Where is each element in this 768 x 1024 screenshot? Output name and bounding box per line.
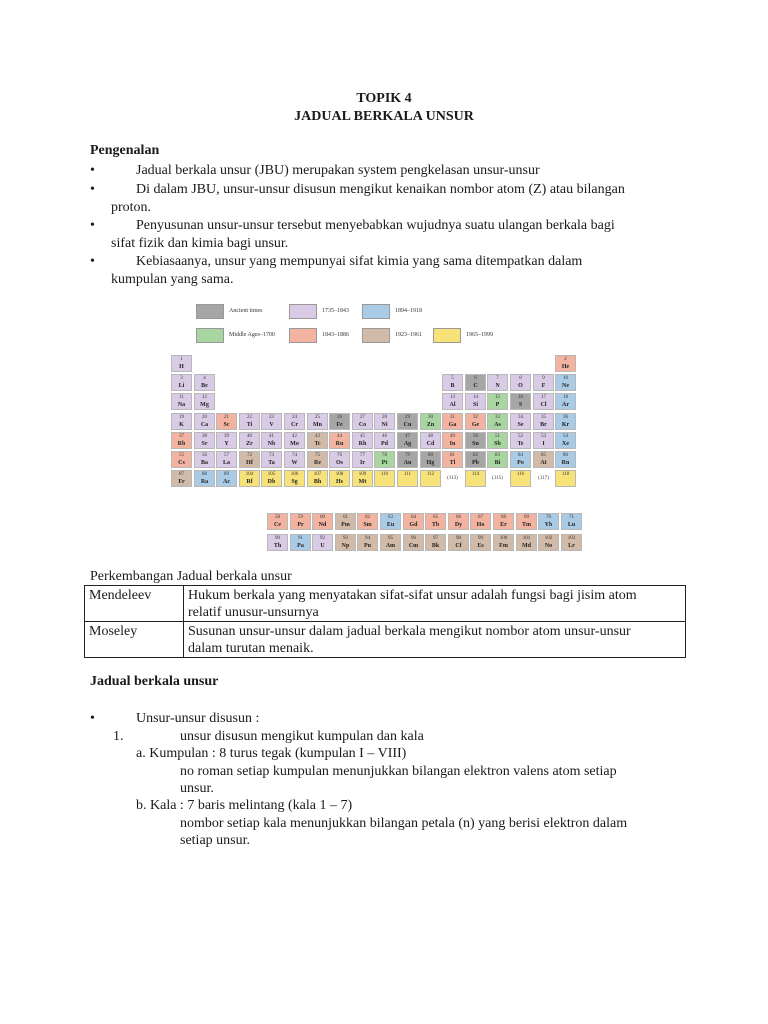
element-cell: 44 Ru	[329, 432, 350, 449]
element-cell: 41 Nb	[261, 432, 282, 449]
element-cell: 118	[555, 470, 576, 487]
element-cell: 105 Db	[261, 470, 282, 487]
sub-item-desc: nombor setiap kala menunjukkan bilangan petala (n) yang berisi elektron dalam	[180, 816, 628, 831]
legend-swatch	[196, 304, 224, 319]
bullet-icon: •	[90, 182, 95, 197]
element-cell: 58 Ce	[267, 513, 288, 530]
element-cell: 6 C	[465, 374, 486, 391]
element-cell: 51 Sb	[487, 432, 508, 449]
element-cell: 67 Ho	[470, 513, 491, 530]
bullet-icon: •	[90, 218, 95, 233]
sub-item-desc: unsur.	[180, 781, 214, 796]
element-cell: 24 Cr	[284, 413, 305, 430]
legend-swatch	[362, 304, 390, 319]
desc-line: Hukum berkala yang menyatakan sifat-sifat unsur adalah fungsi bagi jisim atom	[188, 588, 637, 603]
element-cell: 78 Pt	[374, 451, 395, 468]
bullet-text: Di dalam JBU, unsur-unsur disusun mengikut kenaikan nombor atom (Z) atau bilangan	[136, 182, 625, 197]
legend-label: 1843–1886	[322, 332, 349, 338]
bullet-icon: •	[90, 254, 95, 269]
element-cell: 15 P	[487, 393, 508, 410]
element-cell: 83 Bi	[487, 451, 508, 468]
element-cell: 79 Au	[397, 451, 418, 468]
element-cell: 18 Ar	[555, 393, 576, 410]
bullet-item	[90, 253, 680, 289]
desc-line: Susunan unsur-unsur dalam jadual berkala mengikut nombor atom unsur-unsur	[188, 624, 631, 639]
element-cell: 54 Xe	[555, 432, 576, 449]
element-cell: 93 Np	[335, 534, 356, 551]
element-cell: 116	[510, 470, 531, 487]
element-cell: 57 La	[216, 451, 237, 468]
element-cell: 32 Ge	[465, 413, 486, 430]
bullet-text-cont: kumpulan yang sama.	[111, 272, 234, 287]
element-cell: 108 Hs	[329, 470, 350, 487]
element-cell: 82 Pb	[465, 451, 486, 468]
element-cell: 84 Po	[510, 451, 531, 468]
legend-label: Ancient times	[229, 308, 263, 314]
element-cell: 21 Sc	[216, 413, 237, 430]
element-cell: 98 Cf	[448, 534, 469, 551]
element-cell: 39 Y	[216, 432, 237, 449]
legend-swatch	[289, 328, 317, 343]
element-cell: 7 N	[487, 374, 508, 391]
element-cell: (113)	[442, 470, 463, 487]
element-cell: 69 Tm	[516, 513, 537, 530]
legend-label: 1923–1961	[395, 332, 422, 338]
element-cell: 12 Mg	[194, 393, 215, 410]
element-cell: 26 Fe	[329, 413, 350, 430]
element-cell: 38 Sr	[194, 432, 215, 449]
element-cell: 101 Md	[516, 534, 537, 551]
legend-label: 1965–1999	[466, 332, 493, 338]
element-cell: 52 Te	[510, 432, 531, 449]
element-cell: 77 Ir	[352, 451, 373, 468]
element-cell: 103 Lr	[561, 534, 582, 551]
list-number: 1.	[113, 729, 124, 744]
element-cell: 64 Gd	[403, 513, 424, 530]
bullet-text: Unsur-unsur disusun :	[136, 711, 260, 726]
element-cell: 31 Ga	[442, 413, 463, 430]
element-cell: 87 Fr	[171, 470, 192, 487]
element-cell: 90 Th	[267, 534, 288, 551]
bullet-item	[90, 162, 680, 180]
element-cell: 11 Na	[171, 393, 192, 410]
table-caption: Perkembangan Jadual berkala unsur	[90, 569, 292, 584]
bullet-text: Kebiasaanya, unsur yang mempunyai sifat kimia yang sama ditempatkan dalam	[136, 254, 583, 269]
element-cell: 100 Fm	[493, 534, 514, 551]
element-cell: 92 U	[312, 534, 333, 551]
element-cell: 95 Am	[380, 534, 401, 551]
title-line-1: TOPIK 4	[356, 91, 412, 106]
element-cell: 63 Eu	[380, 513, 401, 530]
element-cell: 107 Bh	[307, 470, 328, 487]
element-cell: 8 O	[510, 374, 531, 391]
element-cell: 29 Cu	[397, 413, 418, 430]
element-cell: 42 Mo	[284, 432, 305, 449]
element-cell: 5 B	[442, 374, 463, 391]
element-cell: 3 Li	[171, 374, 192, 391]
element-cell: 85 At	[533, 451, 554, 468]
legend-label: 1735–1843	[322, 308, 349, 314]
element-cell: 23 V	[261, 413, 282, 430]
element-cell: 75 Re	[307, 451, 328, 468]
section-heading-pengenalan: Pengenalan	[90, 143, 160, 158]
list-text: unsur disusun mengikut kumpulan dan kala	[180, 729, 424, 744]
desc-line: dalam turutan menaik.	[188, 641, 314, 656]
element-cell: 36 Kr	[555, 413, 576, 430]
bullet-item	[90, 217, 680, 253]
element-cell: 50 Sn	[465, 432, 486, 449]
element-cell: 106 Sg	[284, 470, 305, 487]
element-cell: 49 In	[442, 432, 463, 449]
element-cell: 88 Ra	[194, 470, 215, 487]
element-cell: 45 Rh	[352, 432, 373, 449]
element-cell: 48 Cd	[420, 432, 441, 449]
bullet-item	[90, 181, 680, 217]
bullet-icon: •	[90, 163, 95, 178]
element-cell: (115)	[487, 470, 508, 487]
element-cell: 37 Rb	[171, 432, 192, 449]
element-cell: 1 H	[171, 355, 192, 372]
element-cell: 66 Dy	[448, 513, 469, 530]
element-cell: 91 Pa	[290, 534, 311, 551]
element-cell: 2 He	[555, 355, 576, 372]
element-cell: 28 Ni	[374, 413, 395, 430]
sub-item-desc: no roman setiap kumpulan menunjukkan bilangan elektron valens atom setiap	[180, 764, 617, 779]
element-cell: 17 Cl	[533, 393, 554, 410]
table-row	[85, 622, 686, 658]
element-cell: 76 Os	[329, 451, 350, 468]
element-cell: 46 Pd	[374, 432, 395, 449]
legend-label: 1894–1918	[395, 308, 422, 314]
table-cell-desc	[184, 622, 686, 658]
element-cell: 30 Zn	[420, 413, 441, 430]
element-cell: 70 Yb	[538, 513, 559, 530]
element-cell: 71 Lu	[561, 513, 582, 530]
element-cell: 20 Ca	[194, 413, 215, 430]
legend-swatch	[362, 328, 390, 343]
element-cell: 4 Be	[194, 374, 215, 391]
element-cell: 43 Tc	[307, 432, 328, 449]
element-cell: 94 Pu	[357, 534, 378, 551]
element-cell: 22 Ti	[239, 413, 260, 430]
table-cell-name: Mendeleev	[85, 586, 184, 622]
element-cell: 102 No	[538, 534, 559, 551]
element-cell: 34 Se	[510, 413, 531, 430]
element-cell: 47 Ag	[397, 432, 418, 449]
element-cell: 55 Cs	[171, 451, 192, 468]
legend-swatch	[196, 328, 224, 343]
element-cell: 109 Mt	[352, 470, 373, 487]
sub-item-kala: b. Kala : 7 baris melintang (kala 1 – 7)	[136, 798, 353, 813]
element-cell: 33 As	[487, 413, 508, 430]
element-cell: 59 Pr	[290, 513, 311, 530]
bullet-text-cont: proton.	[111, 200, 152, 215]
element-cell: 61 Pm	[335, 513, 356, 530]
element-cell: 19 K	[171, 413, 192, 430]
sub-item-desc: setiap unsur.	[180, 833, 250, 848]
section-heading-jadual: Jadual berkala unsur	[90, 674, 219, 689]
element-cell: 40 Zr	[239, 432, 260, 449]
development-table	[84, 585, 686, 658]
element-cell: 104 Rf	[239, 470, 260, 487]
element-cell: 35 Br	[533, 413, 554, 430]
element-cell: 72 Hf	[239, 451, 260, 468]
element-cell: 65 Tb	[425, 513, 446, 530]
legend-swatch	[433, 328, 461, 343]
element-cell: 53 I	[533, 432, 554, 449]
element-cell: 110	[374, 470, 395, 487]
element-cell: 99 Es	[470, 534, 491, 551]
element-cell: 114	[465, 470, 486, 487]
element-cell: 14 Si	[465, 393, 486, 410]
element-cell: 112	[420, 470, 441, 487]
element-cell: 10 Ne	[555, 374, 576, 391]
element-cell: 89 Ac	[216, 470, 237, 487]
element-cell: 74 W	[284, 451, 305, 468]
element-cell: 81 Tl	[442, 451, 463, 468]
table-row	[85, 586, 686, 622]
legend-swatch	[289, 304, 317, 319]
bullet-icon: •	[90, 711, 95, 726]
desc-line: relatif unusur-unsurnya	[188, 605, 319, 620]
table-cell-name: Moseley	[85, 622, 184, 658]
element-cell: 16 S	[510, 393, 531, 410]
element-cell: (117)	[533, 470, 554, 487]
element-cell: 13 Al	[442, 393, 463, 410]
element-cell: 80 Hg	[420, 451, 441, 468]
element-cell: 56 Ba	[194, 451, 215, 468]
legend-label: Middle Ages–1700	[229, 332, 275, 338]
element-cell: 9 F	[533, 374, 554, 391]
table-cell-desc	[184, 586, 686, 622]
element-cell: 25 Mn	[307, 413, 328, 430]
title-line-2: JADUAL BERKALA UNSUR	[294, 109, 474, 124]
bullet-text: Jadual berkala unsur (JBU) merupakan system pengkelasan unsur-unsur	[136, 163, 540, 178]
element-cell: 73 Ta	[261, 451, 282, 468]
bullet-text-cont: sifat fizik dan kimia bagi unsur.	[111, 236, 289, 251]
element-cell: 68 Er	[493, 513, 514, 530]
element-cell: 111	[397, 470, 418, 487]
element-cell: 96 Cm	[403, 534, 424, 551]
sub-item-kumpulan: a. Kumpulan : 8 turus tegak (kumpulan I – VIII)	[136, 746, 407, 761]
bullet-text: Penyusunan unsur-unsur tersebut menyebabkan wujudnya suatu ulangan berkala bagi	[136, 218, 615, 233]
element-cell: 62 Sm	[357, 513, 378, 530]
element-cell: 27 Co	[352, 413, 373, 430]
element-cell: 97 Bk	[425, 534, 446, 551]
element-cell: 60 Nd	[312, 513, 333, 530]
element-cell: 86 Rn	[555, 451, 576, 468]
